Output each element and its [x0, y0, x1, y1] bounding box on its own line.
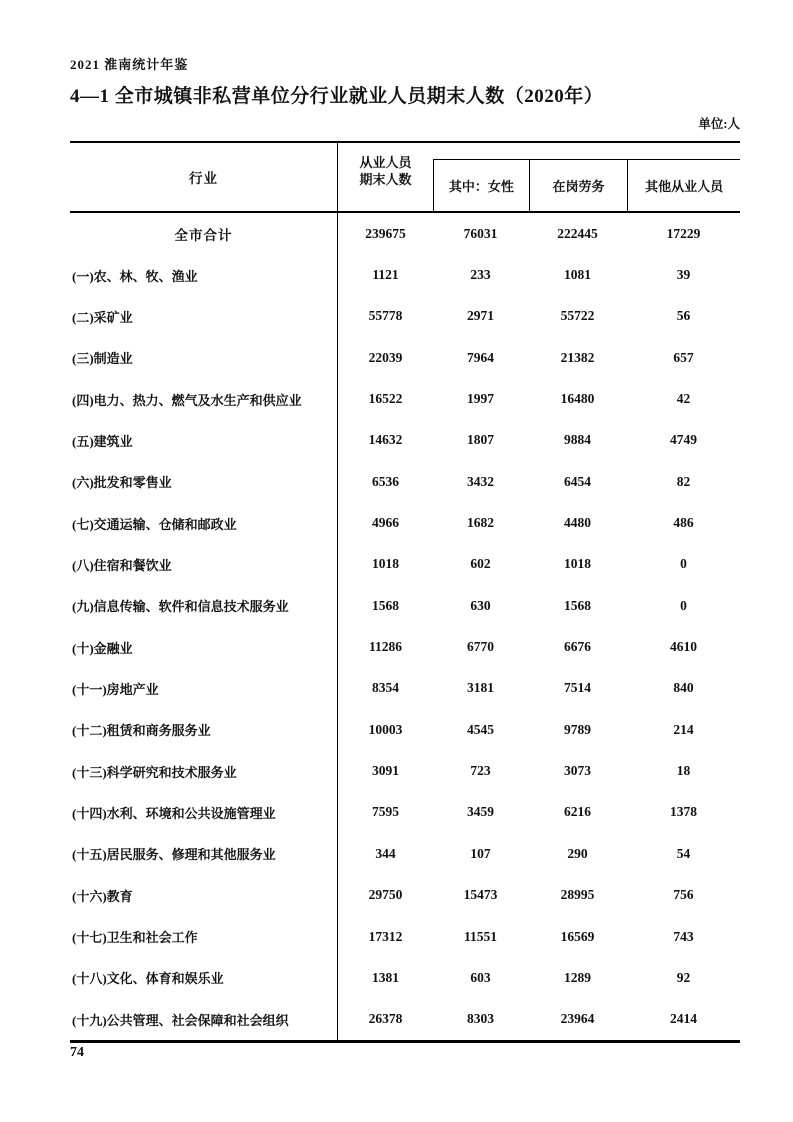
industry-label: (十六)教育: [70, 875, 338, 916]
value-cell: 6676: [564, 639, 591, 655]
table-title: 4—1 全市城镇非私营单位分行业就业人员期末人数（2020年）: [70, 86, 604, 107]
value-cell: 107: [470, 845, 491, 861]
industry-label: (十三)科学研究和技术服务业: [70, 750, 338, 791]
total-header-line2: 期末人数: [359, 172, 412, 187]
value-cell: 14632: [368, 432, 403, 448]
value-cell: 26378: [368, 1011, 403, 1027]
table-row: [70, 957, 740, 998]
value-cell: 6536: [372, 473, 399, 489]
industry-label: (七)交通运输、仓储和邮政业: [70, 502, 338, 543]
value-cell: 16480: [560, 391, 595, 407]
table-row: [70, 585, 740, 626]
industry-column-header: 行业: [70, 143, 338, 211]
value-cell: 6770: [467, 639, 494, 655]
table-row: [70, 709, 740, 750]
value-cell: 15473: [463, 887, 498, 903]
table-row: [70, 213, 740, 254]
table-row: [70, 461, 740, 502]
table-row: [70, 502, 740, 543]
value-cell: 18: [676, 763, 691, 779]
table-row: [70, 254, 740, 295]
female-column-header: 其中：女性: [448, 179, 514, 194]
value-cell: 55722: [560, 308, 595, 324]
value-cell: 3432: [467, 473, 494, 489]
value-cell: 723: [470, 763, 491, 779]
value-cell: 7964: [467, 349, 494, 365]
industry-label: (十)金融业: [70, 626, 338, 667]
industry-label: (二)采矿业: [70, 296, 338, 337]
value-cell: 7595: [372, 804, 399, 820]
other-employees-column-header: 其他从业人员: [627, 160, 740, 211]
industry-label: (六)批发和零售业: [70, 461, 338, 502]
table-row: [70, 378, 740, 419]
value-cell: 1807: [467, 432, 494, 448]
value-cell: 11551: [463, 928, 497, 944]
value-cell: 54: [676, 845, 691, 861]
value-cell: 9789: [564, 721, 591, 737]
industry-label: (十九)公共管理、社会保障和社会组织: [70, 999, 338, 1040]
value-cell: 1378: [670, 804, 697, 820]
value-cell: 17229: [666, 225, 701, 241]
value-cell: 1121: [372, 267, 399, 283]
industry-label: (四)电力、热力、燃气及水生产和供应业: [70, 378, 338, 419]
table-row: [70, 420, 740, 461]
value-cell: 42: [676, 391, 691, 407]
value-cell: 22039: [368, 349, 403, 365]
value-cell: 2414: [670, 1011, 697, 1027]
total-header-line1: 从业人员: [359, 155, 412, 170]
value-cell: 3181: [467, 680, 494, 696]
value-cell: 4545: [467, 721, 494, 737]
value-cell: 222445: [557, 225, 598, 241]
value-cell: 239675: [365, 225, 406, 241]
value-cell: 0: [680, 556, 687, 572]
industry-label: (八)住宿和餐饮业: [70, 544, 338, 585]
value-cell: 214: [673, 721, 694, 737]
industry-label: (三)制造业: [70, 337, 338, 378]
value-cell: 1682: [467, 515, 494, 531]
value-cell: 602: [470, 556, 491, 572]
value-cell: 1018: [372, 556, 399, 572]
value-cell: 233: [470, 267, 491, 283]
value-cell: 0: [680, 597, 687, 613]
table-row: [70, 875, 740, 916]
industry-label: (十五)居民服务、修理和其他服务业: [70, 833, 338, 874]
value-cell: 344: [375, 845, 396, 861]
value-cell: 3459: [467, 804, 494, 820]
value-cell: 6216: [564, 804, 591, 820]
industry-label: 全市合计: [70, 213, 338, 254]
value-cell: 3091: [372, 763, 399, 779]
value-cell: 8303: [467, 1011, 494, 1027]
table-row: [70, 296, 740, 337]
table-row: [70, 916, 740, 957]
unit-label: 单位:人: [698, 117, 740, 131]
page-number: 74: [70, 1045, 84, 1060]
value-cell: 28995: [560, 887, 595, 903]
table-row: [70, 833, 740, 874]
industry-label: (五)建筑业: [70, 420, 338, 461]
table-header: [70, 141, 740, 213]
table-row: [70, 750, 740, 791]
industry-label: (十一)房地产业: [70, 668, 338, 709]
value-cell: 10003: [368, 721, 403, 737]
value-cell: 9884: [564, 432, 591, 448]
on-post-column-header: 在岗劳务: [529, 160, 628, 211]
value-cell: 56: [676, 308, 691, 324]
value-cell: 76031: [463, 225, 498, 241]
value-cell: 16522: [368, 391, 403, 407]
value-cell: 8354: [372, 680, 399, 696]
value-cell: 290: [567, 845, 588, 861]
table-row: [70, 792, 740, 833]
value-cell: 1997: [467, 391, 494, 407]
table-row: [70, 544, 740, 585]
value-cell: 7514: [564, 680, 591, 696]
value-cell: 39: [676, 267, 691, 283]
value-cell: 603: [470, 969, 491, 985]
value-cell: 11286: [368, 639, 402, 655]
value-cell: 92: [676, 969, 691, 985]
value-cell: 1289: [564, 969, 591, 985]
table-row: [70, 626, 740, 667]
sub-header-group: [433, 159, 740, 211]
value-cell: 4480: [564, 515, 591, 531]
table-row: [70, 668, 740, 709]
table-row: [70, 999, 740, 1040]
industry-label: (十二)租赁和商务服务业: [70, 709, 338, 750]
value-cell: 840: [673, 680, 694, 696]
value-cell: 16569: [560, 928, 595, 944]
value-cell: 3073: [564, 763, 591, 779]
table-row: [70, 337, 740, 378]
industry-label: (九)信息传输、软件和信息技术服务业: [70, 585, 338, 626]
value-cell: 657: [673, 349, 694, 365]
value-cell: 55778: [368, 308, 403, 324]
value-cell: 2971: [467, 308, 494, 324]
industry-label: (十七)卫生和社会工作: [70, 916, 338, 957]
value-cell: 21382: [560, 349, 595, 365]
total-employees-column-header: [338, 143, 433, 211]
value-cell: 1018: [564, 556, 591, 572]
table-body: [70, 213, 740, 1043]
value-cell: 4749: [670, 432, 697, 448]
value-cell: 29750: [368, 887, 403, 903]
industry-label: (十八)文化、体育和娱乐业: [70, 957, 338, 998]
value-cell: 630: [470, 597, 491, 613]
industry-label: (十四)水利、环境和公共设施管理业: [70, 792, 338, 833]
value-cell: 486: [673, 515, 694, 531]
value-cell: 743: [673, 928, 694, 944]
employment-table: [70, 141, 740, 1043]
value-cell: 1568: [564, 597, 591, 613]
value-cell: 1081: [564, 267, 591, 283]
value-cell: 82: [676, 473, 691, 489]
value-cell: 17312: [368, 928, 403, 944]
value-cell: 4966: [372, 515, 399, 531]
industry-label: (一)农、林、牧、渔业: [70, 254, 338, 295]
value-cell: 6454: [564, 473, 591, 489]
value-cell: 23964: [560, 1011, 595, 1027]
value-cell: 1568: [372, 597, 399, 613]
value-cell: 756: [673, 887, 694, 903]
value-cell: 4610: [670, 639, 697, 655]
book-title: 2021 淮南统计年鉴: [70, 57, 189, 72]
value-cell: 1381: [372, 969, 399, 985]
